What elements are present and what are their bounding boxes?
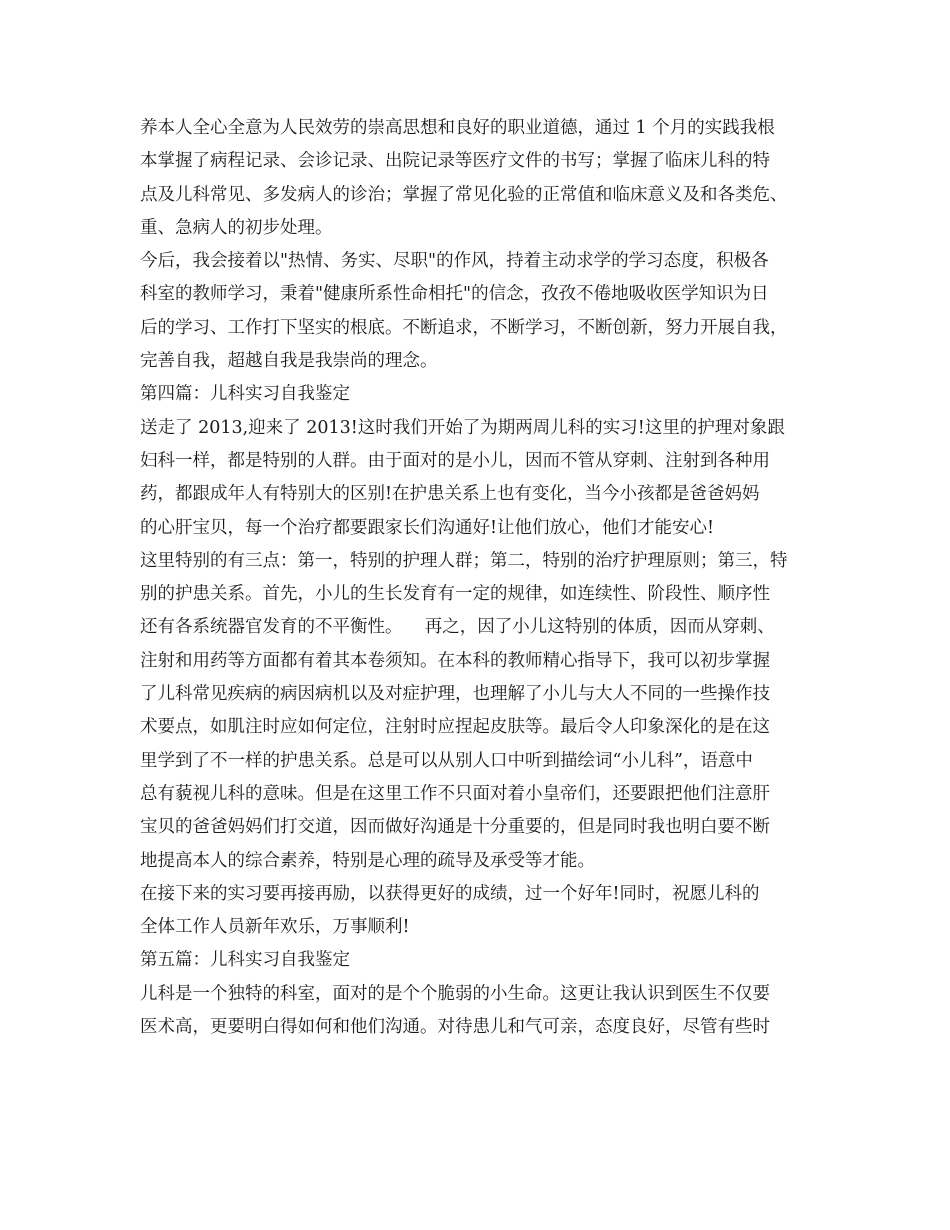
- text-line: 宝贝的爸爸妈妈们打交道，因而做好沟通是十分重要的，但是同时我也明白要不断: [140, 817, 770, 838]
- text-line: 在接下来的实习要再接再励，以获得更好的成绩，过一个好年!同时，祝愿儿科的: [140, 883, 760, 904]
- text-line: 别的护患关系。首先，小儿的生长发育有一定的规律，如连续性、阶段性、顺序性: [140, 584, 770, 605]
- document-body: [140, 112, 830, 1044]
- text-line: 术要点，如肌注时应如何定位，注射时应捏起皮肤等。最后令人印象深化的是在这: [140, 717, 770, 738]
- text-line: 重、急病人的初步处理。: [140, 217, 333, 238]
- text-line: 完善自我，超越自我是我崇尚的理念。: [140, 351, 438, 372]
- text-line: 还有各系统器官发育的不平衡性。 再之，因了小儿这特别的体质，因而从穿刺、: [140, 617, 775, 638]
- text-line: 药，都跟成年人有特别大的区别!在护患关系上也有变化，当今小孩都是爸爸妈妈: [140, 484, 760, 505]
- section-heading: 第四篇：儿科实习自我鉴定: [140, 384, 350, 405]
- text-line: 后的学习、工作打下坚实的根底。不断追求，不断学习，不断创新，努力开展自我，: [140, 317, 788, 338]
- text-line: 医术高，更要明白得如何和他们沟通。对待患儿和气可亲，态度良好，尽管有些时: [140, 1017, 770, 1038]
- text-line: 养本人全心全意为人民效劳的崇高思想和良好的职业道德，通过 1 个月的实践我根: [140, 118, 775, 138]
- text-line: 送走了 2013,迎来了 2013!这时我们开始了为期两周儿科的实习!这里的护理对象跟: [140, 417, 785, 438]
- text-line: 妇科一样，都是特别的人群。由于面对的是小儿，因而不管从穿刺、注射到各种用: [140, 450, 770, 471]
- text-line: 全体工作人员新年欢乐，万事顺利!: [140, 917, 410, 938]
- text-line: 注射和用药等方面都有着其本卷须知。在本科的教师精心指导下，我可以初步掌握: [140, 650, 770, 671]
- text-line: 科室的教师学习，秉着"健康所系性命相托"的信念，孜孜不倦地吸收医学知识为日: [140, 284, 769, 305]
- text-line: 里学到了不一样的护患关系。总是可以从别人口中听到描绘词“小儿科”，语意中: [140, 750, 753, 771]
- section-heading: 第五篇：儿科实习自我鉴定: [140, 950, 350, 971]
- text-line: 了儿科常见疾病的病因病机以及对症护理，也理解了小儿与大人不同的一些操作技: [140, 684, 770, 705]
- text-line: 今后，我会接着以"热情、务实、尽职"的作风，持着主动求学的学习态度，积极各: [140, 251, 769, 272]
- text-line: 的心肝宝贝，每一个治疗都要跟家长们沟通好!让他们放心，他们才能安心!: [140, 517, 715, 538]
- text-line: 本掌握了病程记录、会诊记录、出院记录等医疗文件的书写；掌握了临床儿科的特: [140, 151, 770, 172]
- text-line: 总有藐视儿科的意味。但是在这里工作不只面对着小皇帝们，还要跟把他们注意肝: [140, 783, 770, 804]
- text-line: 地提高本人的综合素养，特别是心理的疏导及承受等才能。: [140, 850, 595, 871]
- text-line: 儿科是一个独特的科室，面对的是个个脆弱的小生命。这更让我认识到医生不仅要: [140, 983, 770, 1004]
- text-line: 这里特别的有三点：第一，特别的护理人群；第二，特别的治疗护理原则；第三，特: [140, 550, 788, 571]
- text-line: 点及儿科常见、多发病人的诊治；掌握了常见化验的正常值和临床意义及和各类危、: [140, 184, 788, 205]
